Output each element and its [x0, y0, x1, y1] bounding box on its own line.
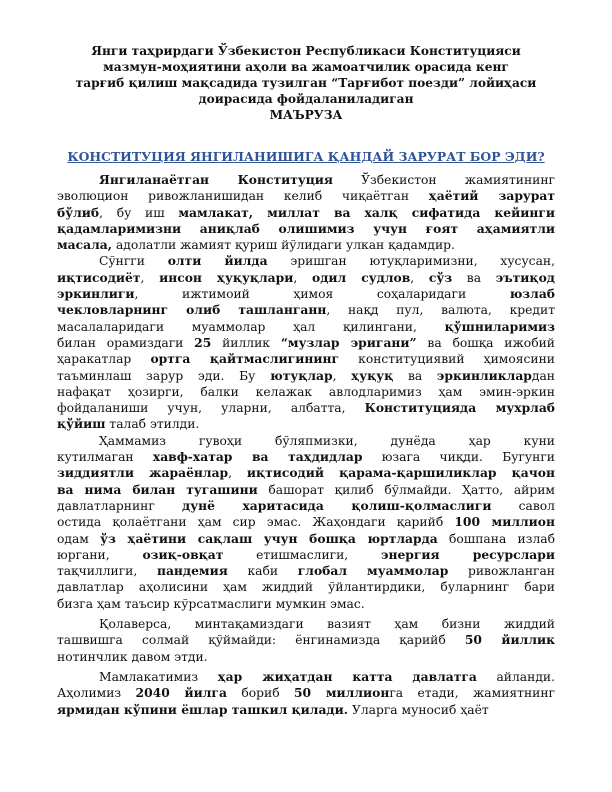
text-line — [57, 221, 555, 237]
text-line — [57, 632, 555, 648]
bold-text-run: 2040 йилга — [135, 685, 227, 701]
bold-text-run: сўз — [428, 269, 453, 285]
bold-text-run: мамлакат, миллат ва халқ сифатида кейинги — [178, 204, 555, 220]
text-line — [57, 579, 555, 595]
text-run: савол — [491, 498, 555, 513]
bold-text-run: Конституцияда мухрлаб — [364, 400, 555, 416]
text-run: Уларга муносиб ҳаёт — [348, 702, 489, 717]
section-heading: КОНСТИТУЦИЯ ЯНГИЛАНИШИГА ҚАНДАЙ ЗАРУРАТ БОР ЭДИ? — [67, 149, 545, 164]
header-line: Янги таҳрирдаги Ўзбекистон Республикаси Конституцияси — [91, 44, 521, 58]
bold-text-run: чекловларнинг олиб ташланганн — [57, 302, 327, 318]
text-run: давлатлар аҳолисини ҳам жиддий ўйлантирдики, буларнинг бари — [57, 580, 555, 595]
text-line — [57, 351, 555, 367]
text-run: остида қолаётгани ҳам сир эмас. Жаҳондаги қарийб — [57, 515, 455, 530]
bold-text-run: инсон ҳуқуқлари — [159, 269, 294, 285]
text-run: ва — [452, 270, 496, 285]
text-run: , — [410, 270, 429, 285]
text-line — [57, 616, 555, 632]
text-run: ривожланган — [448, 564, 555, 579]
paragraph — [57, 253, 555, 432]
bold-text-run: одил судлов — [312, 269, 411, 285]
paragraph — [57, 433, 555, 612]
text-line — [57, 465, 555, 481]
bold-text-run: 25 — [194, 334, 212, 350]
text-line — [57, 433, 555, 449]
bold-text-run: эркинликлар — [436, 367, 532, 383]
text-run: йиллик — [211, 335, 281, 350]
text-run: ҳаракатлар — [57, 352, 151, 367]
bold-text-run: пандемия — [156, 563, 228, 579]
text-line — [57, 237, 555, 253]
bold-text-run: ютуқлар — [270, 367, 333, 383]
bold-text-run: ўз ҳаётини сақлаш учун бошқа юртларда — [100, 530, 438, 546]
text-line — [57, 514, 555, 530]
text-run: эволюцион ривожланишидан келиб чиқаётган — [57, 189, 429, 204]
text-run: , — [332, 368, 352, 383]
bold-text-run: глобал муаммолар — [297, 563, 449, 579]
bold-text-run: масала, — [57, 237, 113, 253]
text-run: бориб — [226, 686, 294, 701]
header-line: тарғиб қилиш мақсадида тузилган “Тарғибот поезди” лойиҳаси — [75, 76, 537, 90]
bold-text-run: ортга қайтмаслигининг — [150, 351, 339, 367]
bold-text-run: иқтисодий қарама-қаршиликлар қачон — [246, 465, 555, 481]
text-line — [57, 649, 555, 665]
text-line — [57, 335, 555, 351]
bold-text-run: қўйиш — [57, 416, 106, 432]
text-run: Сўнгги — [99, 254, 168, 269]
text-line — [57, 368, 555, 384]
text-run: юргани, — [57, 547, 143, 562]
bold-text-run: эркинлиги — [57, 286, 135, 302]
text-run: юзага чиқди. Бугунги — [362, 450, 555, 465]
bold-text-run: 50 миллион — [294, 685, 390, 701]
text-line — [57, 384, 555, 400]
text-run: , бу иш — [99, 205, 179, 220]
text-line — [57, 172, 555, 188]
document-header — [60, 43, 552, 123]
text-run: фойдаланиши учун, уларни, албатта, — [57, 401, 365, 416]
bold-text-run: ҳаётий зарурат — [428, 188, 555, 204]
text-run: кутилмаган — [57, 450, 153, 465]
text-run: каби — [227, 564, 298, 579]
header-line: мазмун-моҳиятини аҳоли ва жамоатчилик орасида кенг — [103, 60, 509, 74]
text-line — [57, 286, 555, 302]
bold-text-run: иқтисодиёт — [57, 269, 141, 285]
text-line — [57, 563, 555, 579]
text-line — [57, 702, 555, 718]
bold-text-run: олти йилда — [167, 253, 268, 269]
bold-text-run: бўлиб — [57, 204, 100, 220]
text-run: нафақат ҳозирги, балки келажак авлодларимиз ҳам эмин-эркин — [57, 384, 555, 399]
text-run: дан — [531, 368, 555, 383]
text-line — [57, 253, 555, 269]
bold-text-run: озиқ-овқат — [142, 546, 224, 562]
text-run: таъминлаш зарур эди. Бу — [57, 368, 271, 383]
text-run: Аҳолимиз — [57, 686, 136, 701]
document-body — [57, 172, 555, 718]
text-line — [57, 685, 555, 701]
paragraph — [57, 616, 555, 665]
bold-text-run: эътиқод — [495, 269, 555, 285]
text-run: давлатларнинг — [57, 498, 182, 513]
bold-text-run: дунё харитасида қолиш-қолмаслиги — [182, 497, 492, 513]
text-run: талаб этилди. — [105, 417, 200, 432]
bold-text-run: хавф-хатар ва таҳдидлар — [152, 449, 363, 465]
bold-text-run: ва нима билан тугашини — [57, 481, 258, 497]
text-run: ва бошқа ижобий — [416, 335, 555, 350]
text-run: етишмаслиги, — [223, 547, 381, 562]
text-line — [57, 547, 555, 563]
text-line — [57, 531, 555, 547]
text-run: Мамлакатимиз — [99, 669, 218, 684]
text-run: нотинчлик давом этди. — [57, 649, 208, 664]
text-run: , — [293, 270, 312, 285]
text-line — [57, 302, 555, 318]
text-line — [57, 270, 555, 286]
text-run: башорат қилиб бўлмайди. Ҳатто, айрим — [257, 482, 555, 497]
text-line — [57, 669, 555, 685]
text-run: га етади, жамиятнинг — [389, 686, 555, 701]
header-line: доирасида фойдаланиладиган — [198, 92, 414, 106]
text-run: айланди. — [476, 669, 555, 684]
text-run: ва — [393, 368, 437, 383]
paragraph — [57, 172, 555, 253]
text-line — [57, 416, 555, 432]
text-line — [57, 400, 555, 416]
text-line — [57, 449, 555, 465]
text-run: билан орамиздаги — [57, 335, 195, 350]
bold-text-run: 100 миллион — [454, 514, 555, 530]
text-run: одам — [57, 531, 101, 546]
text-run: , — [228, 466, 247, 481]
text-run: конституциявий ҳимоясини — [339, 352, 555, 367]
bold-text-run: зиддиятли жараёнлар — [57, 465, 229, 481]
bold-text-run: Янгиланаётган Конституция — [99, 172, 333, 187]
bold-text-run: ярмидан кўпини ёшлар ташкил қилади. — [57, 701, 349, 717]
text-run: масалаларидаги муаммолар ҳал қилингани, — [57, 319, 445, 334]
text-line — [57, 482, 555, 498]
text-run: эришган ютуқларимизни, хусусан, — [267, 254, 555, 269]
text-line — [57, 319, 555, 335]
text-run: , нақд пул, валюта, кредит — [326, 303, 555, 318]
header-title: МАЪРУЗА — [269, 108, 343, 122]
bold-text-run: “музлар эригани” — [280, 334, 417, 350]
text-line — [57, 498, 555, 514]
bold-text-run: ҳар жиҳатдан катта давлатга — [217, 668, 477, 684]
text-run: Ҳаммамиз гувоҳи бўляпмизки, дунёда ҳар куни — [99, 433, 555, 448]
text-run: , — [140, 270, 160, 285]
bold-text-run: юзлаб — [509, 286, 555, 302]
text-run: , ижтимоий ҳимоя соҳаларидаги — [134, 287, 510, 302]
bold-text-run: 50 йиллик — [464, 632, 555, 648]
text-run: бизга ҳам таъсир кўрсатмаслиги мумкин эмас. — [57, 596, 365, 611]
bold-text-run: қўшниларимиз — [444, 318, 555, 334]
text-line — [57, 205, 555, 221]
text-run: Ўзбекистон жамиятининг — [333, 173, 555, 187]
text-line — [57, 188, 555, 204]
text-run: ташвишга солмай қўймайди: ёнгинамизда қарийб — [57, 633, 465, 648]
bold-text-run: ҳуқуқ — [351, 367, 394, 383]
text-run: адолатли жамият қуриш йўлидаги улкан қадамдир. — [112, 238, 455, 253]
text-run: бошпана излаб — [437, 531, 555, 546]
bold-text-run: қадамларимизни аниқлаб олишимиз учун ғоят аҳамиятли — [57, 220, 555, 236]
paragraph — [57, 669, 555, 718]
text-run: тақчиллиги, — [57, 564, 157, 579]
text-run: Қолаверса, минтақамиздаги вазият ҳам бизни жиддий — [99, 617, 555, 632]
text-line — [57, 596, 555, 612]
bold-text-run: энергия ресурслари — [380, 546, 555, 562]
